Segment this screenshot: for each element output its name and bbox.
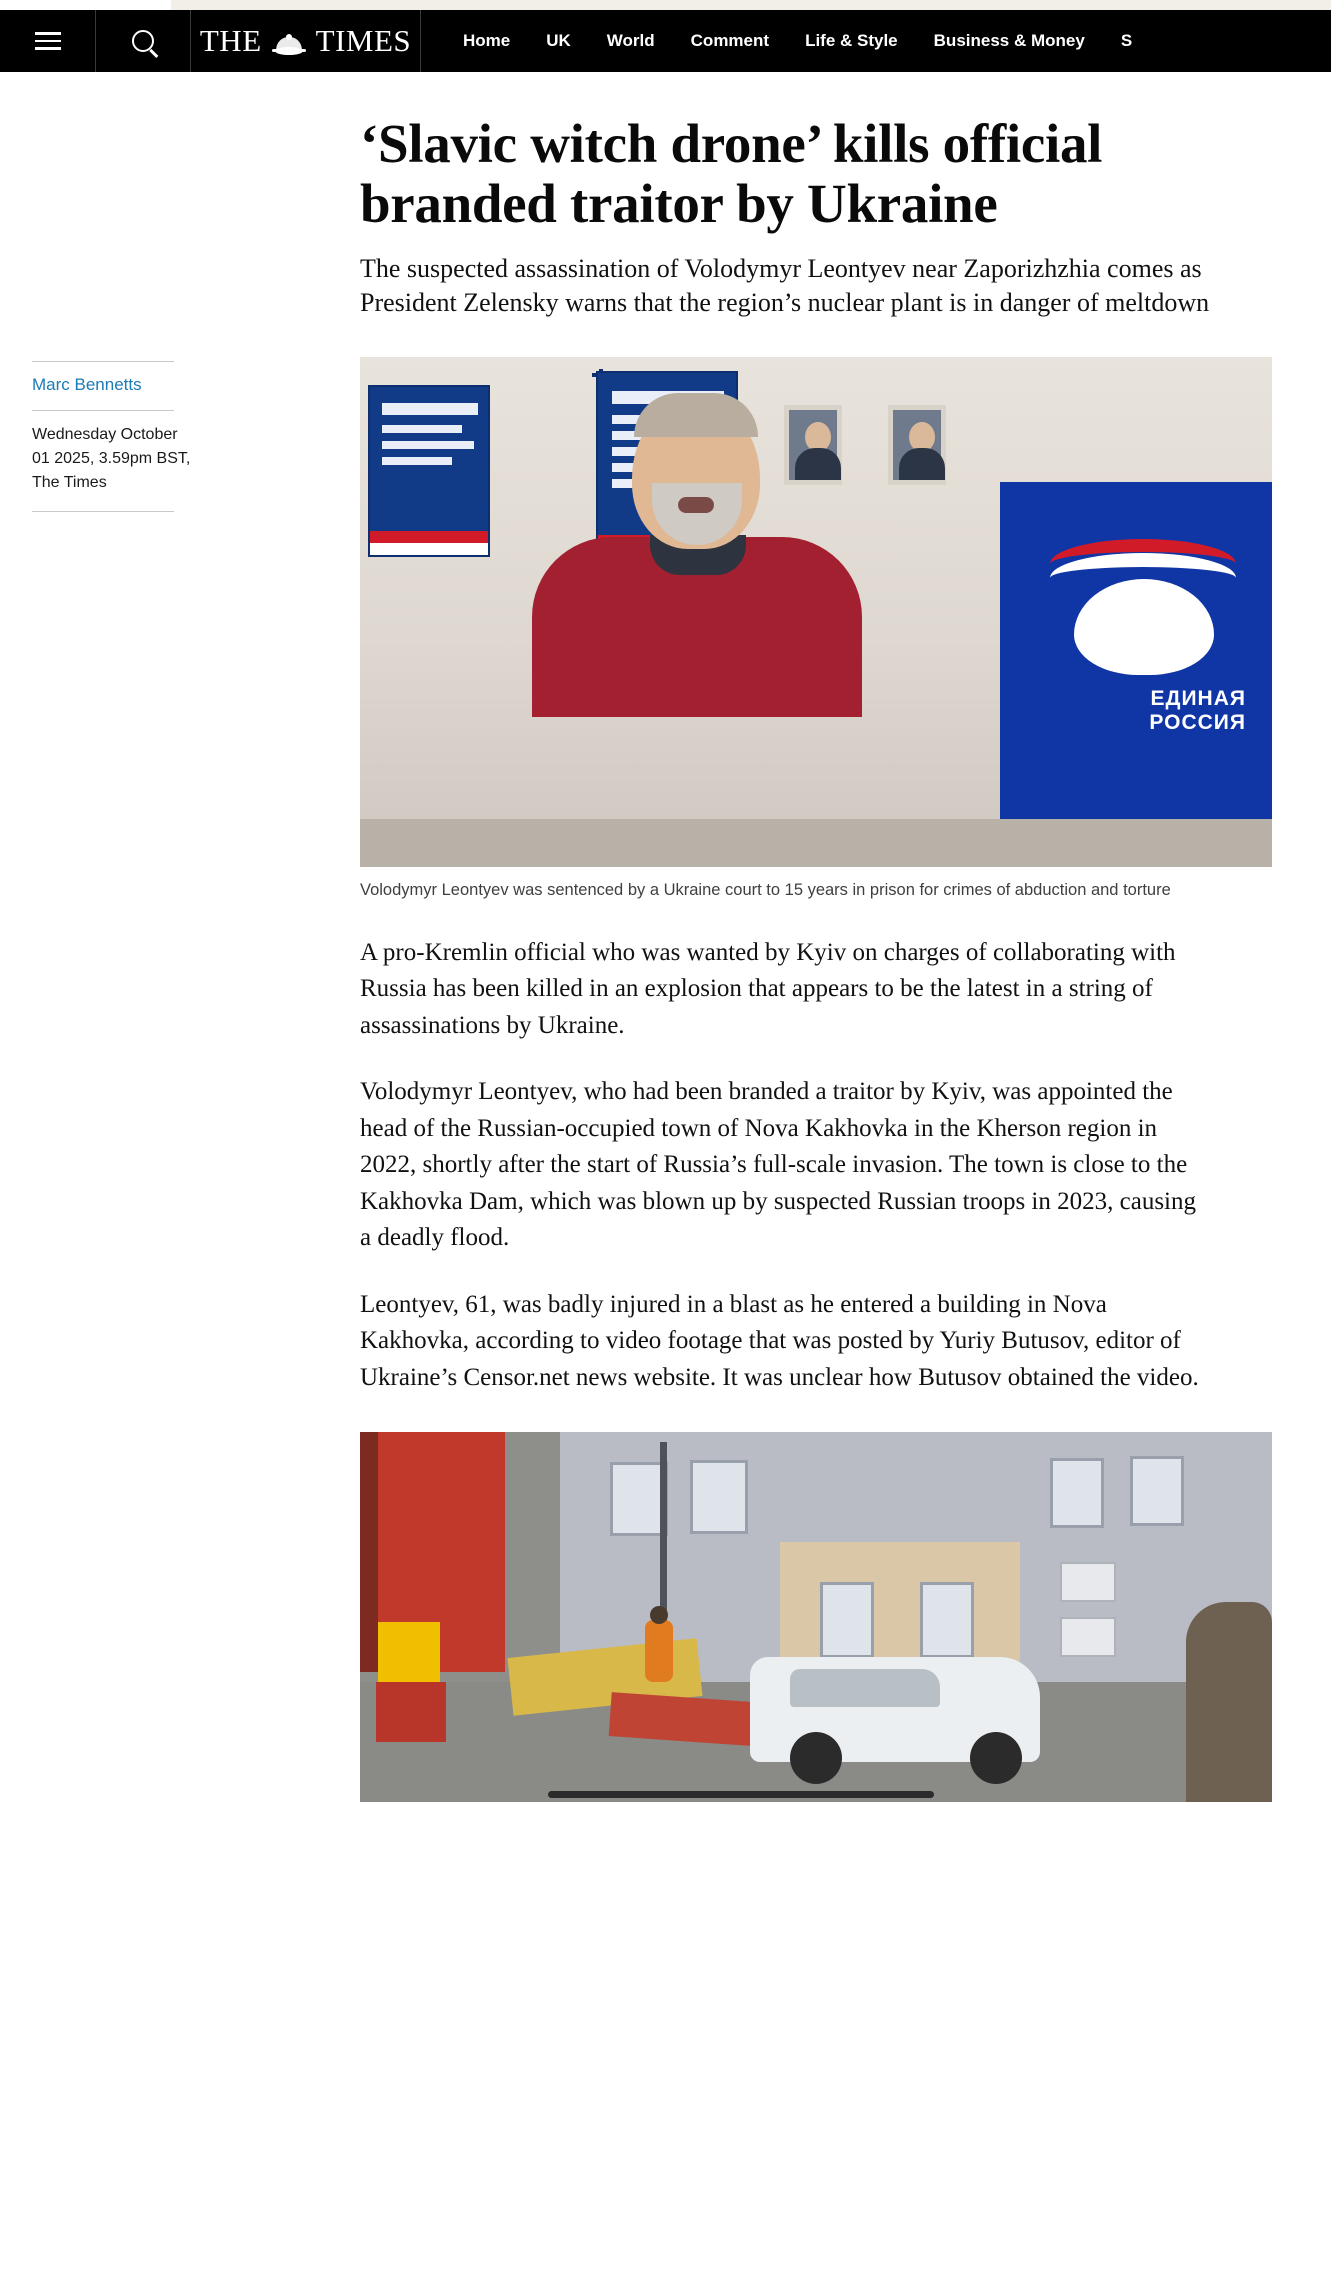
top-strip-highlight: [171, 0, 1331, 10]
blast-damage-photo: [360, 1432, 1272, 1802]
figure-blast-damage: [360, 1432, 1212, 1802]
wall-portrait-right: [888, 405, 946, 485]
nav-item-world[interactable]: World: [606, 31, 655, 50]
byline-date: [32, 423, 192, 495]
foreground-person: [1186, 1602, 1272, 1802]
logo-text-the: THE: [199, 23, 262, 58]
figure-caption: Volodymyr Leontyev was sentenced by a Ukraine court to 15 years in prison for crimes of abduction and torture: [360, 881, 1171, 900]
horizontal-scrollbar[interactable]: [0, 1788, 1331, 1802]
nav-item-life-and-style[interactable]: Life & Style: [805, 31, 898, 50]
hamburger-menu-button[interactable]: [0, 10, 96, 72]
hamburger-menu-icon: [35, 32, 61, 50]
search-button[interactable]: [96, 10, 191, 72]
article-standfirst: The suspected assassination of Volodymyr Leontyev near Zaporizhzhia comes as President Zelensky warns that the region’s nuclear plant is in danger of meltdown: [360, 253, 1210, 318]
article-container: [0, 72, 1331, 1802]
byline-divider-middle: [32, 410, 174, 411]
article-paragraph-1: A pro-Kremlin official who was wanted by Kyiv on charges of collaborating with Russia has been killed in an explosion that appears to be the latest in a string of assassinations by Ukraine.: [360, 938, 1176, 1039]
leontyev-portrait-photo: [360, 357, 1272, 867]
article-paragraph-3: Leontyev, 61, was badly injured in a blast as he entered a building in Nova Kakhovka, according to video footage that was posted by Yuriy Butusov, editor of Ukraine’s Censor.net news website. It was unclear how Butusov obtained the video.: [360, 1290, 1199, 1391]
site-logo[interactable]: [191, 10, 421, 72]
wall-portrait-left: [784, 405, 842, 485]
byline-timestamp: Wednesday October 01 2025, 3.59pm BST,: [32, 426, 191, 468]
article-paragraph-2: Volodymyr Leontyev, who had been branded a traitor by Kyiv, was appointed the head of the Russian-occupied town of Nova Kakhovka in the Kherson region in 2022, shortly after the start of Russia’s full-scale invasion. The town is close to the Kakhovka Dam, which was blown up by suspected Russian troops in 2023, causing a deadly flood.: [360, 1078, 1196, 1252]
page-title: ‘Slavic witch drone’ kills official branded traitor by Ukraine: [360, 113, 1103, 234]
logo-text-times: TIMES: [315, 23, 412, 58]
article-header: [0, 72, 1331, 321]
times-crest-icon: [268, 30, 310, 56]
page-top-strip: [0, 0, 1331, 10]
figure-leontyev-portrait: [360, 357, 1246, 903]
byline-publication: The Times: [32, 474, 107, 492]
nav-item-comment[interactable]: Comment: [690, 31, 770, 50]
primary-navigation: [421, 10, 1331, 72]
byline-author-link[interactable]: Marc Bennetts: [32, 375, 142, 395]
horizontal-scrollbar-thumb[interactable]: [548, 1791, 934, 1798]
flag-text: ЕДИНАЯ РОССИЯ: [1149, 687, 1246, 735]
nav-item-sport[interactable]: S: [1120, 31, 1133, 50]
site-masthead: [0, 10, 1331, 72]
poster-left: [368, 385, 490, 557]
byline-divider-top: [32, 361, 174, 362]
worker-figure: [645, 1620, 673, 1682]
byline-column: [0, 357, 360, 1802]
article-body: [360, 357, 1270, 1802]
nav-item-business-and-money[interactable]: Business & Money: [933, 31, 1085, 50]
byline-divider-bottom: [32, 511, 174, 512]
nav-item-uk[interactable]: UK: [546, 31, 571, 50]
search-icon: [132, 30, 154, 52]
nav-item-home[interactable]: Home: [463, 31, 511, 50]
